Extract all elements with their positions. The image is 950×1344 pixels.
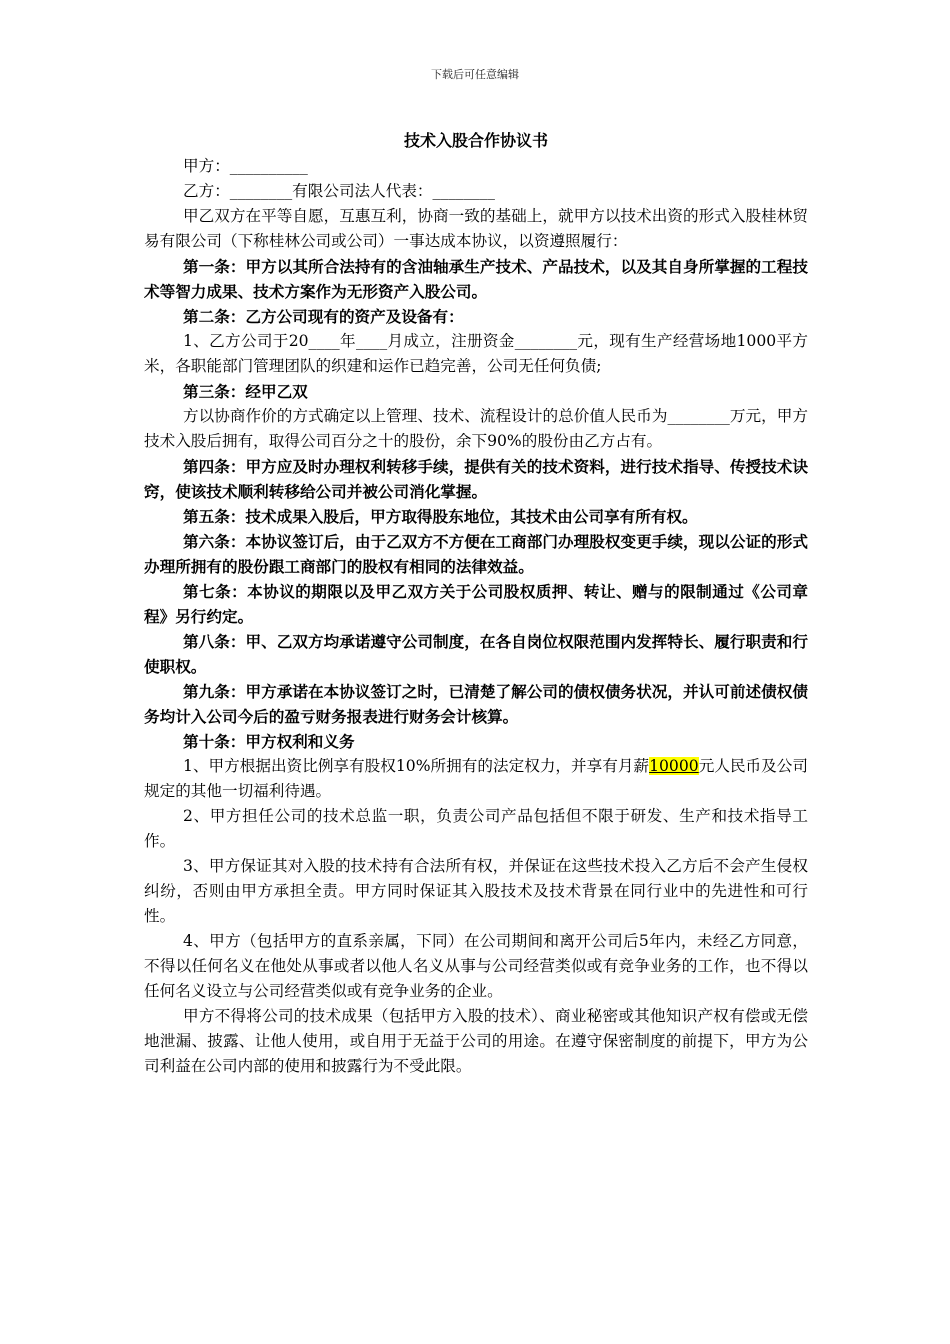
article-2-item-1: 1、乙方公司于20____年____月成立，注册资金________元，现有生产经营场地1000平方米，各职能部门管理团队的织建和运作已趋完善，公司无任何负债; — [144, 332, 808, 375]
party-a-line: 甲方：__________ — [183, 157, 308, 175]
article-9: 第九条：甲方承诺在本协议签订之时，已清楚了解公司的债权债务状况，并认可前述债权债务均计入公司今后的盈亏财务报表进行财务会计核算。 — [144, 682, 808, 726]
article-10-title: 第十条：甲方权利和义务 — [183, 732, 355, 751]
salary-highlight: 10000 — [649, 757, 699, 775]
article-2-title: 第二条：乙方公司现有的资产及设备有： — [183, 307, 464, 326]
article-10-item-4: 4、甲方（包括甲方的直系亲属，下同）在公司期间和离开公司后5年内，未经乙方同意，不得以任何名义在他处从事或者以他人名义从事与公司经营类似或有竞争业务的工作，也不得以任何名义设立与公司经营类似或有竞争业务的企业。 — [144, 932, 808, 1000]
article-10-item-1 — [144, 754, 808, 804]
document-title: 技术入股合作协议书 — [403, 131, 548, 150]
intro-paragraph: 甲乙双方在平等自愿，互惠互利，协商一致的基础上，就甲方以技术出资的形式入股桂林贸易有限公司（下称桂林公司或公司）一事达成本协议，以资遵照履行： — [144, 207, 808, 250]
document-body — [144, 128, 808, 1079]
salary-text-before: 1、甲方根据出资比例享有股权10%所拥有的法定权力，并享有月薪 — [183, 757, 650, 775]
article-10-item-2: 2、甲方担任公司的技术总监一职，负责公司产品包括但不限于研发、生产和技术指导工作。 — [144, 807, 808, 850]
article-8: 第八条：甲、乙双方均承诺遵守公司制度，在各自岗位权限范围内发挥特长、履行职责和行使职权。 — [144, 632, 808, 676]
salary-text-after: 元人民币及公司规定的其他一切福利待遇。 — [144, 757, 808, 800]
article-10-item-3: 3、甲方保证其对入股的技术持有合法所有权，并保证在这些技术投入乙方后不会产生侵权纠纷，否则由甲方承担全责。甲方同时保证其入股技术及技术背景在同行业中的先进性和可行性。 — [144, 857, 808, 925]
page-header: 下载后可任意编辑 — [431, 68, 519, 81]
article-6: 第六条：本协议签订后，由于乙双方不方便在工商部门办理股权变更手续，现以公证的形式办理所拥有的股份跟工商部门的股权有相同的法律效益。 — [144, 532, 808, 576]
article-3-title: 第三条：经甲乙双 — [183, 382, 308, 401]
confidentiality-paragraph: 甲方不得将公司的技术成果（包括甲方入股的技术）、商业秘密或其他知识产权有偿或无偿地泄漏、披露、让他人使用，或自用于无益于公司的用途。在遵守保密制度的前提下，甲方为公司利益在公司内部的使用和披露行为不受此限。 — [144, 1007, 808, 1075]
article-7: 第七条：本协议的期限以及甲乙双方关于公司股权质押、转让、赠与的限制通过《公司章程》另行约定。 — [144, 582, 808, 626]
article-4: 第四条：甲方应及时办理权利转移手续，提供有关的技术资料，进行技术指导、传授技术诀窍，使该技术顺利转移给公司并被公司消化掌握。 — [144, 457, 808, 501]
article-1: 第一条：甲方以其所合法持有的含油轴承生产技术、产品技术，以及其自身所掌握的工程技术等智力成果、技术方案作为无形资产入股公司。 — [144, 257, 808, 301]
article-3-body: 方以协商作价的方式确定以上管理、技术、流程设计的总价值人民币为________万元，甲方技术入股后拥有，取得公司百分之十的股份，余下90%的股份由乙方占有。 — [144, 407, 808, 450]
party-b-line: 乙方：________有限公司法人代表：________ — [183, 182, 495, 200]
article-5: 第五条：技术成果入股后，甲方取得股东地位，其技术由公司享有所有权。 — [183, 507, 698, 526]
